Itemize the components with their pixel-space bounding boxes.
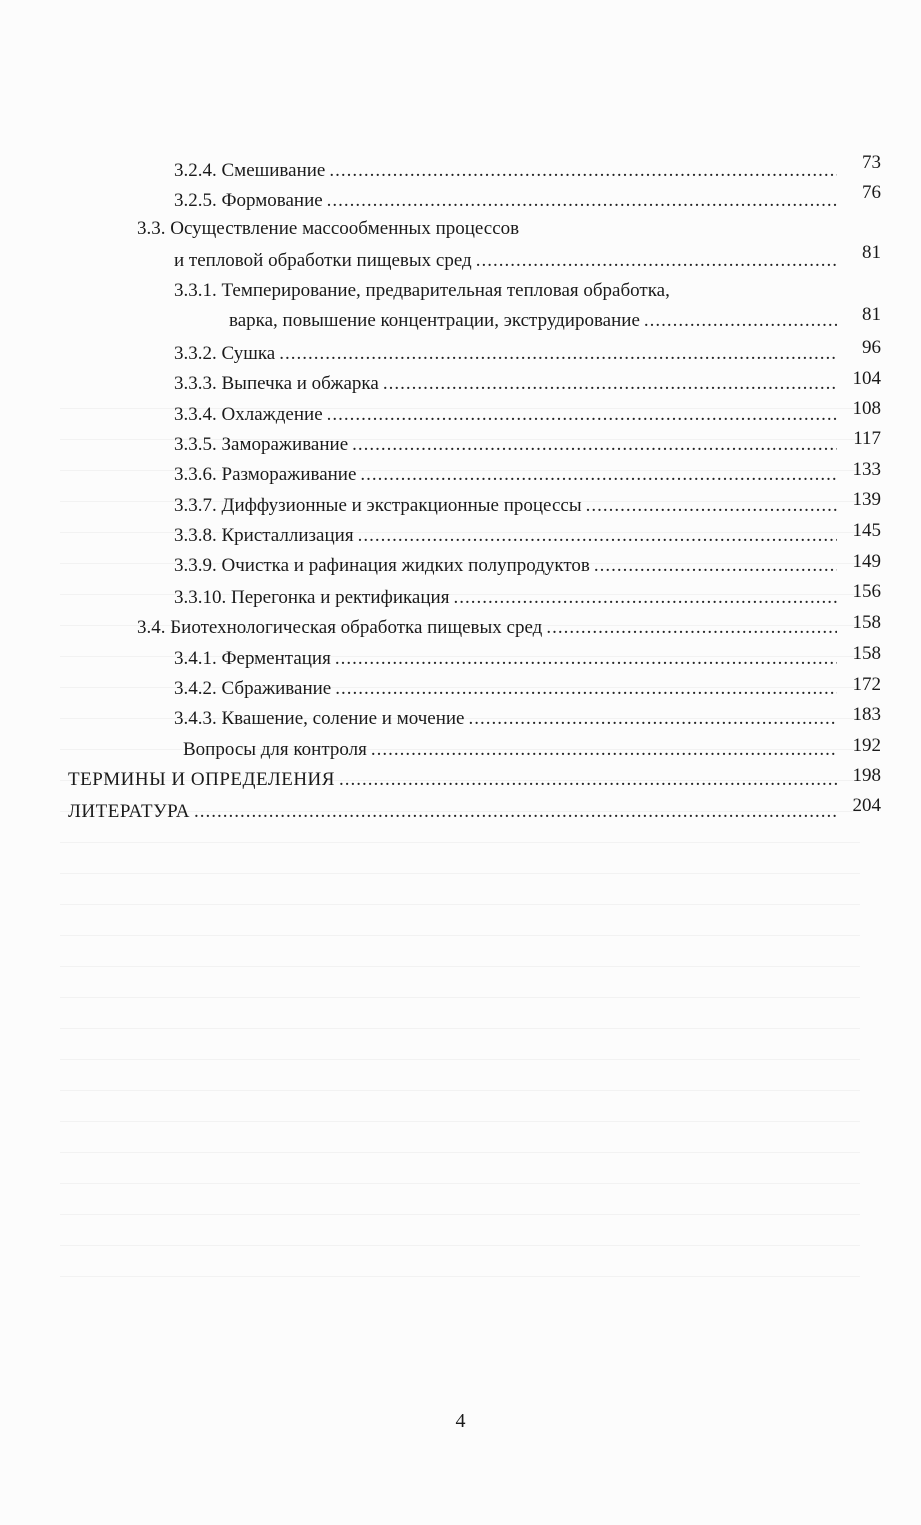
toc-page-number: 104: [852, 368, 881, 389]
toc-entry: [174, 674, 841, 704]
toc-entry: [174, 369, 841, 399]
toc-entry: [174, 156, 841, 186]
leader-dots: [335, 674, 837, 704]
toc-page-number: 145: [852, 520, 881, 541]
toc-page-number: 198: [852, 765, 881, 786]
toc-entry: [174, 186, 841, 216]
toc-page-number: 158: [852, 612, 881, 633]
toc-page-number: 158: [852, 643, 881, 664]
leader-dots: [279, 339, 837, 369]
toc-page-number: 96: [862, 337, 881, 358]
toc-entry-title: 3.3.5. Замораживание: [174, 434, 349, 455]
toc-entry-title: Вопросы для контроля: [183, 739, 367, 760]
leader-dots: [339, 765, 837, 795]
toc-entry-title: 3.2.5. Формование: [174, 190, 323, 211]
toc-entry-title: 3.4.3. Квашение, соление и мочение: [174, 708, 465, 729]
page-number: 4: [455, 1410, 466, 1432]
toc-entry: [174, 583, 841, 613]
toc-entry-title: и тепловой обработки пищевых сред: [174, 250, 472, 271]
leader-dots: [586, 491, 837, 521]
leader-dots: [383, 369, 837, 399]
toc-entry: [174, 430, 841, 460]
toc-page-number: 73: [862, 152, 881, 173]
toc-entry-title: ЛИТЕРАТУРА: [68, 801, 190, 822]
leader-dots: [329, 156, 837, 186]
leader-dots: [594, 551, 837, 581]
toc-entry: [174, 704, 841, 734]
toc-entry: [137, 613, 841, 643]
toc-page-number: 81: [862, 242, 881, 263]
toc-entry: [174, 551, 841, 581]
toc-entry-title: 3.2.4. Смешивание: [174, 160, 326, 181]
leader-dots: [194, 797, 837, 827]
toc-page-number: 204: [852, 795, 881, 816]
toc-page-number: 183: [852, 704, 881, 725]
toc-page-number: 76: [862, 182, 881, 203]
leader-dots: [327, 400, 837, 430]
toc-entry: [174, 644, 841, 674]
toc-entry-title: 3.3.10. Перегонка и ректификация: [174, 587, 450, 608]
leader-dots: [352, 430, 837, 460]
toc-page-number: 149: [852, 551, 881, 572]
toc-entry-title: варка, повышение концентрации, экструдирование: [229, 310, 640, 331]
toc-page-number: 139: [852, 489, 881, 510]
toc-entry-title: 3.3.1. Темперирование, предварительная тепловая обработка,: [174, 280, 670, 301]
toc-entry: [68, 765, 841, 795]
leader-dots: [546, 613, 837, 643]
toc-entry: [174, 339, 841, 369]
toc-entry-title: 3.3.4. Охлаждение: [174, 404, 323, 425]
toc-page-number: 192: [852, 735, 881, 756]
toc-page-number: 108: [852, 398, 881, 419]
leader-dots: [468, 704, 837, 734]
leader-dots: [335, 644, 837, 674]
toc-entry: [174, 246, 841, 276]
toc-entry: [174, 521, 841, 551]
toc-entry-title: 3.3.2. Сушка: [174, 343, 276, 364]
toc-page-number: 81: [862, 304, 881, 325]
leader-dots: [644, 306, 837, 336]
leader-dots: [358, 521, 837, 551]
leader-dots: [327, 186, 837, 216]
toc-entry-title: 3.4. Биотехнологическая обработка пищевых сред: [137, 617, 543, 638]
toc-entry-title: 3.3.8. Кристаллизация: [174, 525, 354, 546]
toc-entry-title: ТЕРМИНЫ И ОПРЕДЕЛЕНИЯ: [68, 769, 335, 790]
toc-entry-title: 3.3. Осуществление массообменных процессов: [137, 218, 520, 239]
toc-page-number: 156: [852, 581, 881, 602]
toc-entry: [174, 460, 841, 490]
toc-page-number: 133: [852, 459, 881, 480]
toc-entry: [183, 735, 841, 765]
toc-page-number: 172: [852, 674, 881, 695]
toc-entry-title: 3.4.2. Сбраживание: [174, 678, 332, 699]
toc-entry-title: 3.3.7. Диффузионные и экстракционные процессы: [174, 495, 582, 516]
toc-entry-title: 3.3.9. Очистка и рафинация жидких полупродуктов: [174, 555, 590, 576]
toc-entry-title: 3.4.1. Ферментация: [174, 648, 331, 669]
leader-dots: [476, 246, 837, 276]
leader-dots: [453, 583, 837, 613]
toc-entry: [174, 491, 841, 521]
leader-dots: [371, 735, 837, 765]
toc-entry: [229, 306, 841, 336]
toc-entry-title: 3.3.3. Выпечка и обжарка: [174, 373, 379, 394]
toc-entry: [174, 400, 841, 430]
toc-entry: [68, 797, 841, 827]
toc-page-number: 117: [853, 428, 881, 449]
toc-entry-title: 3.3.6. Размораживание: [174, 464, 357, 485]
leader-dots: [360, 460, 837, 490]
